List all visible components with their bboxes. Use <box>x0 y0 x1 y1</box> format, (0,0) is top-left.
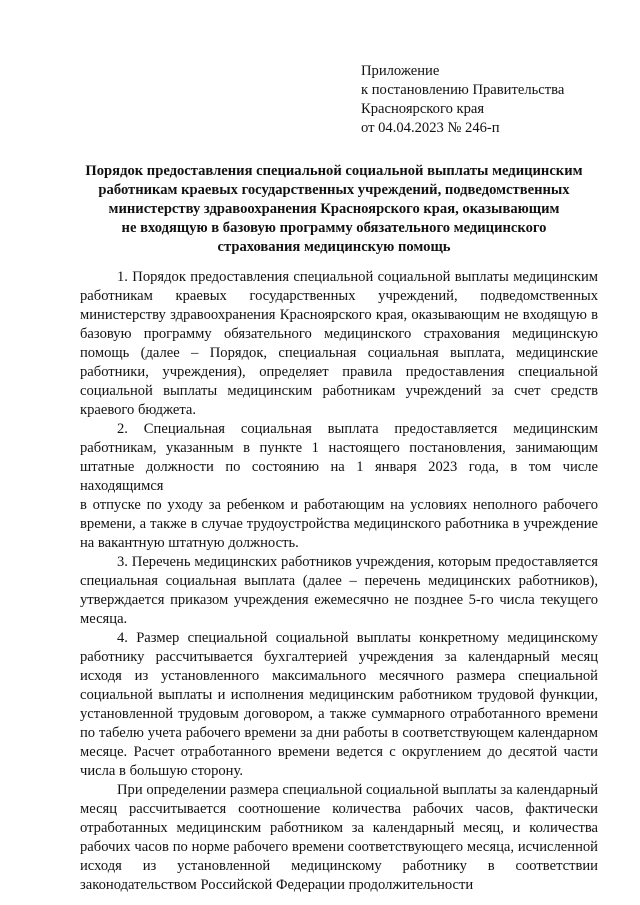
title-line: министерству здравоохранения Красноярского края, оказывающим <box>108 201 560 217</box>
document-title <box>70 162 598 257</box>
appendix-line: к постановлению Правительства <box>361 82 565 98</box>
paragraph-4: 4. Размер специальной социальной выплаты конкретному медицинскому работнику рассчитывается бухгалтерией учреждения за календарный месяц исходя из установленного максимального месячного размера специальной социальной выплаты и исполнения медицинским работником трудовой функции, установленной трудовым договором, а также суммарного отработанного времени по табелю учета рабочего времени за дни работы в соответствующем календарном месяце. Расчет отработанного времени ведется с округлением до десятой части числа в большую сторону. <box>80 630 598 779</box>
appendix-line: Приложение <box>361 63 440 79</box>
document-body <box>80 268 598 895</box>
paragraph-4-continued: При определении размера специальной социальной выплаты за календарный месяц рассчитывается соотношение количества рабочих часов, фактически отработанных медицинским работником за календарный месяц, и количества рабочих часов по норме рабочего времени соответствующего месяца, исчисленной исходя из установленной медицинскому работнику в соответствии законодательством Российской Федерации продолжительности <box>80 782 598 893</box>
title-line: не входящую в базовую программу обязательного медицинского <box>121 220 547 236</box>
paragraph-3: 3. Перечень медицинских работников учреждения, которым предоставляется специальная социальная выплата (далее – перечень медицинских работников), утверждается приказом учреждения ежемесячно не позднее 5-го числа текущего месяца. <box>80 554 598 627</box>
appendix-line: Красноярского края <box>361 101 485 117</box>
paragraph-2: 2. Специальная социальная выплата предоставляется медицинским работникам, указанным в пункте 1 настоящего постановления, занимающим штатные должности по состоянию на 1 января 2023 года, в том числе находящимся <box>80 421 598 494</box>
paragraph-2-continued: в отпуске по уходу за ребенком и работающим на условиях неполного рабочего времени, а также в случае трудоустройства медицинского работника в учреждение на вакантную штатную должность. <box>80 497 598 551</box>
title-line: Порядок предоставления специальной социальной выплаты медицинским <box>85 163 583 179</box>
title-line: работникам краевых государственных учреждений, подведомственных <box>98 182 570 198</box>
title-line: страхования медицинскую помощь <box>217 239 451 255</box>
paragraph-1: 1. Порядок предоставления специальной социальной выплаты медицинским работникам краевых государственных учреждений, подведомственных министерству здравоохранения Красноярского края, оказывающим не входящую в базовую программу обязательного медицинского страхования медицинскую помощь (далее – Порядок, специальная социальная выплата, медицинские работники, учреждения), определяет правила предоставления специальной социальной выплаты медицинским работникам учреждений за счет средств краевого бюджета. <box>80 269 598 418</box>
appendix-block <box>361 62 564 138</box>
appendix-line: от 04.04.2023 № 246-п <box>361 120 500 136</box>
